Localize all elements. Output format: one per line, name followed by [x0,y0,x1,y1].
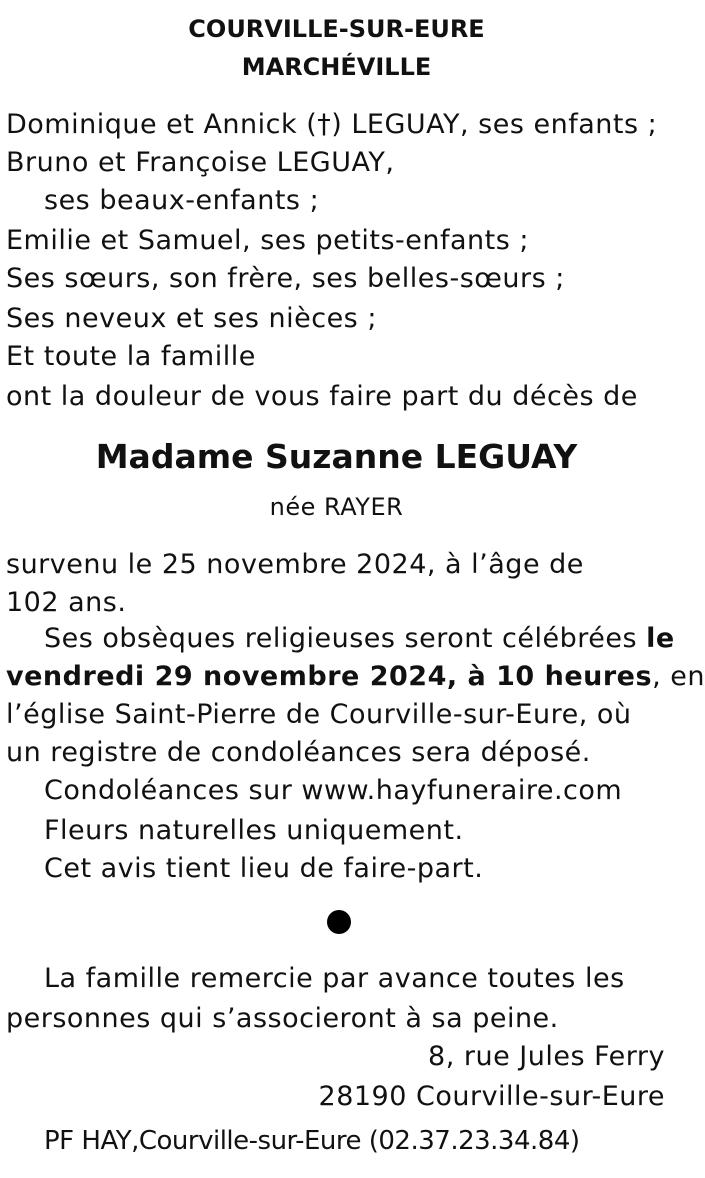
address-street: 8, rue Jules Ferry [428,1041,665,1072]
header-town: COURVILLE-SUR-EURE [188,15,485,43]
notice-line: Cet avis tient lieu de faire-part. [44,853,484,884]
family-nephews: Ses neveux et ses nièces ; [6,303,377,334]
family-siblings: Ses sœurs, son frère, ses belles-sœurs ; [6,263,565,294]
flowers-line: Fleurs naturelles uniquement. [44,815,464,846]
separator-bullet-icon [327,910,351,934]
death-line-1: survenu le 25 novembre 2024, à l’âge de [6,549,584,580]
thanks-line-1: La famille remercie par avance toutes les [44,963,625,994]
family-in-laws-names: Bruno et Françoise LEGUAY, [6,147,395,178]
funeral-line-1 [44,622,675,656]
funeral-home-footer: PF HAY,Courville-sur-Eure (02.37.23.34.84) [44,1126,580,1156]
church-line: l’église Saint-Pierre de Courville-sur-Eure, où [6,699,632,730]
header-village: MARCHÉVILLE [241,53,432,81]
deceased-name: Madame Suzanne LEGUAY [95,437,578,476]
family-grandchildren: Emilie et Samuel, ses petits-enfants ; [6,225,529,256]
death-line-2: 102 ans. [6,587,127,618]
funeral-text: Ses obsèques religieuses seront célébrées [44,623,647,654]
family-extended: Et toute la famille [6,341,256,372]
condolences-line: Condoléances sur www.hayfuneraire.com [44,775,623,806]
funeral-text-end: , en [652,661,705,692]
address-city: 28190 Courville-sur-Eure [318,1081,665,1112]
deceased-maiden-name: née RAYER [269,493,404,521]
register-line: un registre de condoléances sera déposé. [6,737,591,768]
funeral-line-2 [6,660,705,694]
family-announcement: ont la douleur de vous faire part du décès de [6,381,638,412]
funeral-bold-le: le [646,623,675,654]
family-in-laws-role: ses beaux-enfants ; [44,185,320,216]
family-children: Dominique et Annick (†) LEGUAY, ses enfants ; [6,109,658,140]
funeral-date-time: vendredi 29 novembre 2024, à 10 heures [6,661,653,692]
thanks-line-2: personnes qui s’associeront à sa peine. [6,1003,559,1034]
